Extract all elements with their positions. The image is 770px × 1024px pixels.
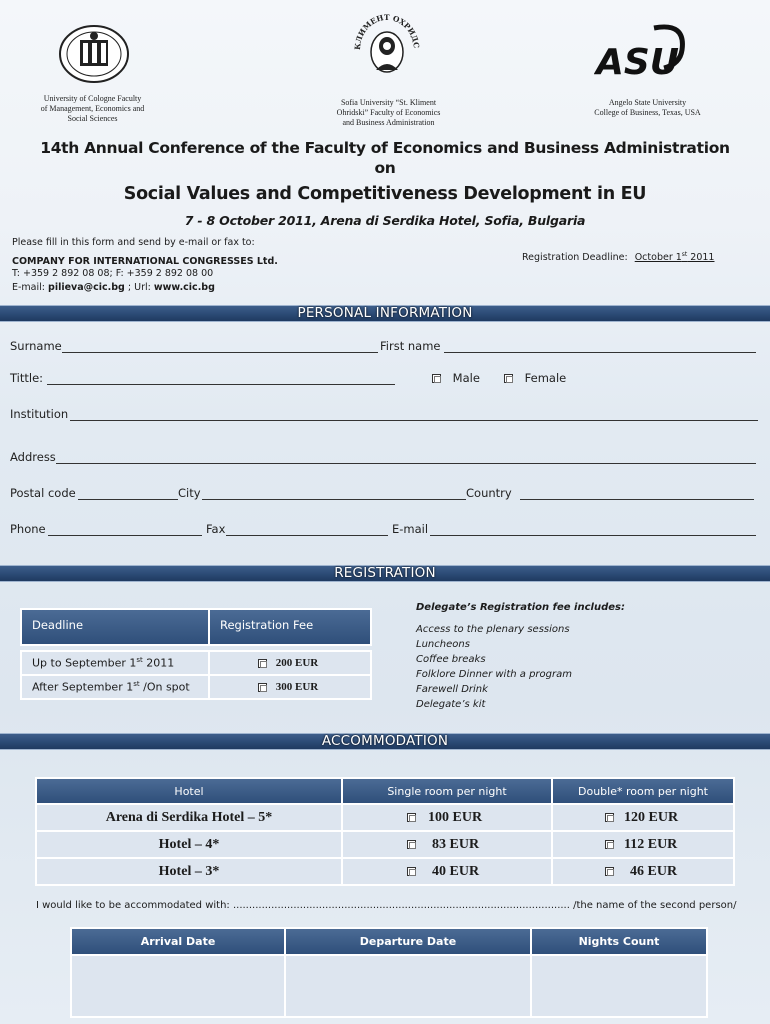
email-link[interactable]: pilieva@cic.bg: [48, 282, 125, 293]
company-phones: T: +359 2 892 08 08; F: +359 2 892 08 00: [12, 268, 214, 279]
includes-item: Farewell Drink: [416, 684, 488, 695]
country-label: Country: [466, 486, 512, 500]
acc-single-cell[interactable]: [342, 831, 552, 858]
acc-row: [36, 831, 734, 858]
reg-deadline-cell: [21, 651, 209, 675]
section-title: REGISTRATION: [334, 565, 436, 581]
double-checkbox[interactable]: [605, 813, 614, 822]
personal-info-bar: [0, 305, 770, 322]
institution-field[interactable]: [70, 420, 758, 421]
single-checkbox[interactable]: [407, 813, 416, 822]
section-title: PERSONAL INFORMATION: [297, 305, 473, 321]
conference-dates: 7 - 8 October 2011, Arena di Serdika Hotel, Sofia, Bulgaria: [184, 213, 586, 228]
includes-item: Delegate’s kit: [416, 699, 486, 710]
acc-single-cell[interactable]: [342, 858, 552, 885]
reg-deadline-text-b: 2011: [142, 656, 175, 670]
female-checkbox[interactable]: [504, 374, 513, 383]
cologne-seal: [58, 24, 130, 84]
acc-hotel-cell: Hotel – 3*: [36, 858, 342, 885]
deadline-year: 2011: [687, 252, 715, 264]
caption-line: University of Cologne Faculty: [43, 94, 142, 103]
caption-line: Social Sciences: [67, 114, 118, 123]
accompany-text: I would like to be accommodated with: .......................................................................................................... /the name of the second person/: [36, 900, 737, 911]
dates-table: [70, 927, 708, 1018]
acc-double-price: 46 EUR: [630, 863, 678, 879]
fax-field[interactable]: [226, 535, 388, 536]
acc-double-price: 112 EUR: [624, 836, 678, 852]
city-field[interactable]: [202, 499, 466, 500]
reg-deadline-text: Up to September 1: [32, 656, 137, 670]
includes-item: Folklore Dinner with a program: [416, 669, 572, 680]
registration-bar: [0, 565, 770, 582]
postal-code-field[interactable]: [78, 499, 178, 500]
reg-header-fee: Registration Fee: [209, 609, 371, 645]
acc-single-price: 83 EUR: [432, 836, 480, 852]
title-field[interactable]: [47, 384, 395, 385]
cologne-caption: [20, 94, 165, 124]
reg-fee-cell[interactable]: [209, 675, 371, 699]
single-checkbox[interactable]: [407, 867, 416, 876]
arrival-date-header: Arrival Date: [71, 928, 285, 955]
caption-line: Sofia University “St. Kliment: [340, 98, 437, 107]
phone-field[interactable]: [48, 535, 202, 536]
acc-single-price: 40 EUR: [432, 863, 480, 879]
email-label: E-mail: [392, 522, 429, 536]
title-label: Tittle:: [10, 371, 44, 385]
departure-date-header: Departure Date: [285, 928, 531, 955]
includes-item: Luncheons: [416, 639, 470, 650]
fee-checkbox[interactable]: [258, 683, 267, 692]
arrival-date-field[interactable]: [71, 955, 285, 1017]
acc-row: [36, 804, 734, 831]
registration-deadline: [522, 249, 714, 264]
caption-line: Angelo State University: [608, 98, 687, 107]
url-sep: ; Url:: [124, 282, 154, 293]
double-checkbox[interactable]: [605, 840, 614, 849]
conference-main-title: Social Values and Competitiveness Development in EU: [123, 184, 647, 204]
reg-fee-text: 300 EUR: [275, 681, 319, 693]
fee-checkbox[interactable]: [258, 659, 267, 668]
company-email-url: [12, 282, 215, 294]
conference-title: 14th Annual Conference of the Faculty of Economics and Business Administration: [40, 139, 730, 157]
asu-logo: [594, 24, 690, 80]
acc-single-cell[interactable]: [342, 804, 552, 831]
seal-ring-text: КЛИМЕНТ ОХРИДС: [352, 12, 422, 51]
includes-item: Coffee breaks: [416, 654, 486, 665]
first-name-field[interactable]: [444, 352, 756, 353]
single-checkbox[interactable]: [407, 840, 416, 849]
nights-count-field[interactable]: [531, 955, 707, 1017]
includes-title: Delegate’s Registration fee includes:: [416, 602, 625, 613]
female-label: Female: [524, 371, 567, 385]
email-field[interactable]: [430, 535, 756, 536]
male-checkbox[interactable]: [432, 374, 441, 383]
acc-row: [36, 858, 734, 885]
departure-date-field[interactable]: [285, 955, 531, 1017]
first-name-label: First name: [380, 339, 441, 353]
caption-line: Ohridski” Faculty of Economics: [336, 108, 441, 117]
deadline-day: October 1: [634, 252, 682, 264]
deadline-label: Registration Deadline:: [522, 252, 628, 264]
caption-line: of Management, Economics and: [40, 104, 145, 113]
reg-fee-cell[interactable]: [209, 651, 371, 675]
deadline-value: [635, 252, 715, 263]
section-title: ACCOMMODATION: [321, 733, 449, 749]
email-prefix: E-mail:: [12, 282, 49, 293]
company-name: COMPANY FOR INTERNATIONAL CONGRESSES Ltd.: [12, 256, 278, 267]
includes-item: Access to the plenary sessions: [416, 624, 570, 635]
caption-line: College of Business, Texas, USA: [594, 108, 701, 117]
reg-row: [21, 675, 371, 699]
reg-deadline-cell: [21, 675, 209, 699]
acc-double-cell[interactable]: [552, 831, 734, 858]
includes-list: [416, 622, 572, 712]
contact-instruction: Please fill in this form and send by e-mail or fax to:: [12, 237, 255, 248]
reg-deadline-text: After September 1: [32, 680, 134, 694]
deadline-sup: st: [681, 251, 688, 258]
address-label: Address: [10, 450, 56, 464]
acc-header-single: Single room per night: [342, 778, 552, 804]
caption-line: and Business Administration: [342, 118, 435, 127]
acc-double-cell[interactable]: [552, 804, 734, 831]
address-field[interactable]: [56, 463, 756, 464]
fax-label: Fax: [206, 522, 226, 536]
asu-caption: [570, 98, 725, 118]
acc-hotel-cell: Arena di Serdika Hotel – 5*: [36, 804, 342, 831]
reg-header-deadline: Deadline: [21, 609, 209, 645]
postal-code-label: Postal code: [10, 486, 76, 500]
reg-fee-text: 200 EUR: [275, 657, 319, 669]
institution-label: Institution: [10, 407, 69, 421]
male-option[interactable]: [432, 371, 480, 385]
reg-row: [21, 651, 371, 675]
url-link[interactable]: www.cic.bg: [153, 282, 215, 293]
conference-title-on: on: [374, 159, 396, 177]
acc-double-price: 120 EUR: [624, 809, 679, 825]
sofia-caption: [316, 98, 461, 128]
surname-label: Surname: [10, 339, 62, 353]
acc-double-cell[interactable]: [552, 858, 734, 885]
male-label: Male: [452, 371, 480, 385]
reg-deadline-text-b: /On spot: [139, 680, 190, 694]
nights-count-header: Nights Count: [531, 928, 707, 955]
acc-header-hotel: Hotel: [36, 778, 342, 804]
reg-deadline-sup: st: [136, 656, 143, 665]
country-field[interactable]: [520, 499, 754, 500]
city-label: City: [178, 486, 201, 500]
asu-logo-text: ASU: [596, 42, 680, 80]
sofia-seal: [352, 10, 422, 84]
accommodation-bar: [0, 733, 770, 750]
female-option[interactable]: [504, 371, 566, 385]
accommodation-table: [35, 777, 735, 886]
phone-label: Phone: [10, 522, 46, 536]
reg-deadline-sup: st: [133, 680, 140, 689]
acc-header-double: Double* room per night: [552, 778, 734, 804]
acc-hotel-cell: Hotel – 4*: [36, 831, 342, 858]
surname-field[interactable]: [62, 352, 378, 353]
registration-table: [20, 608, 372, 700]
acc-single-price: 100 EUR: [428, 809, 483, 825]
double-checkbox[interactable]: [605, 867, 614, 876]
